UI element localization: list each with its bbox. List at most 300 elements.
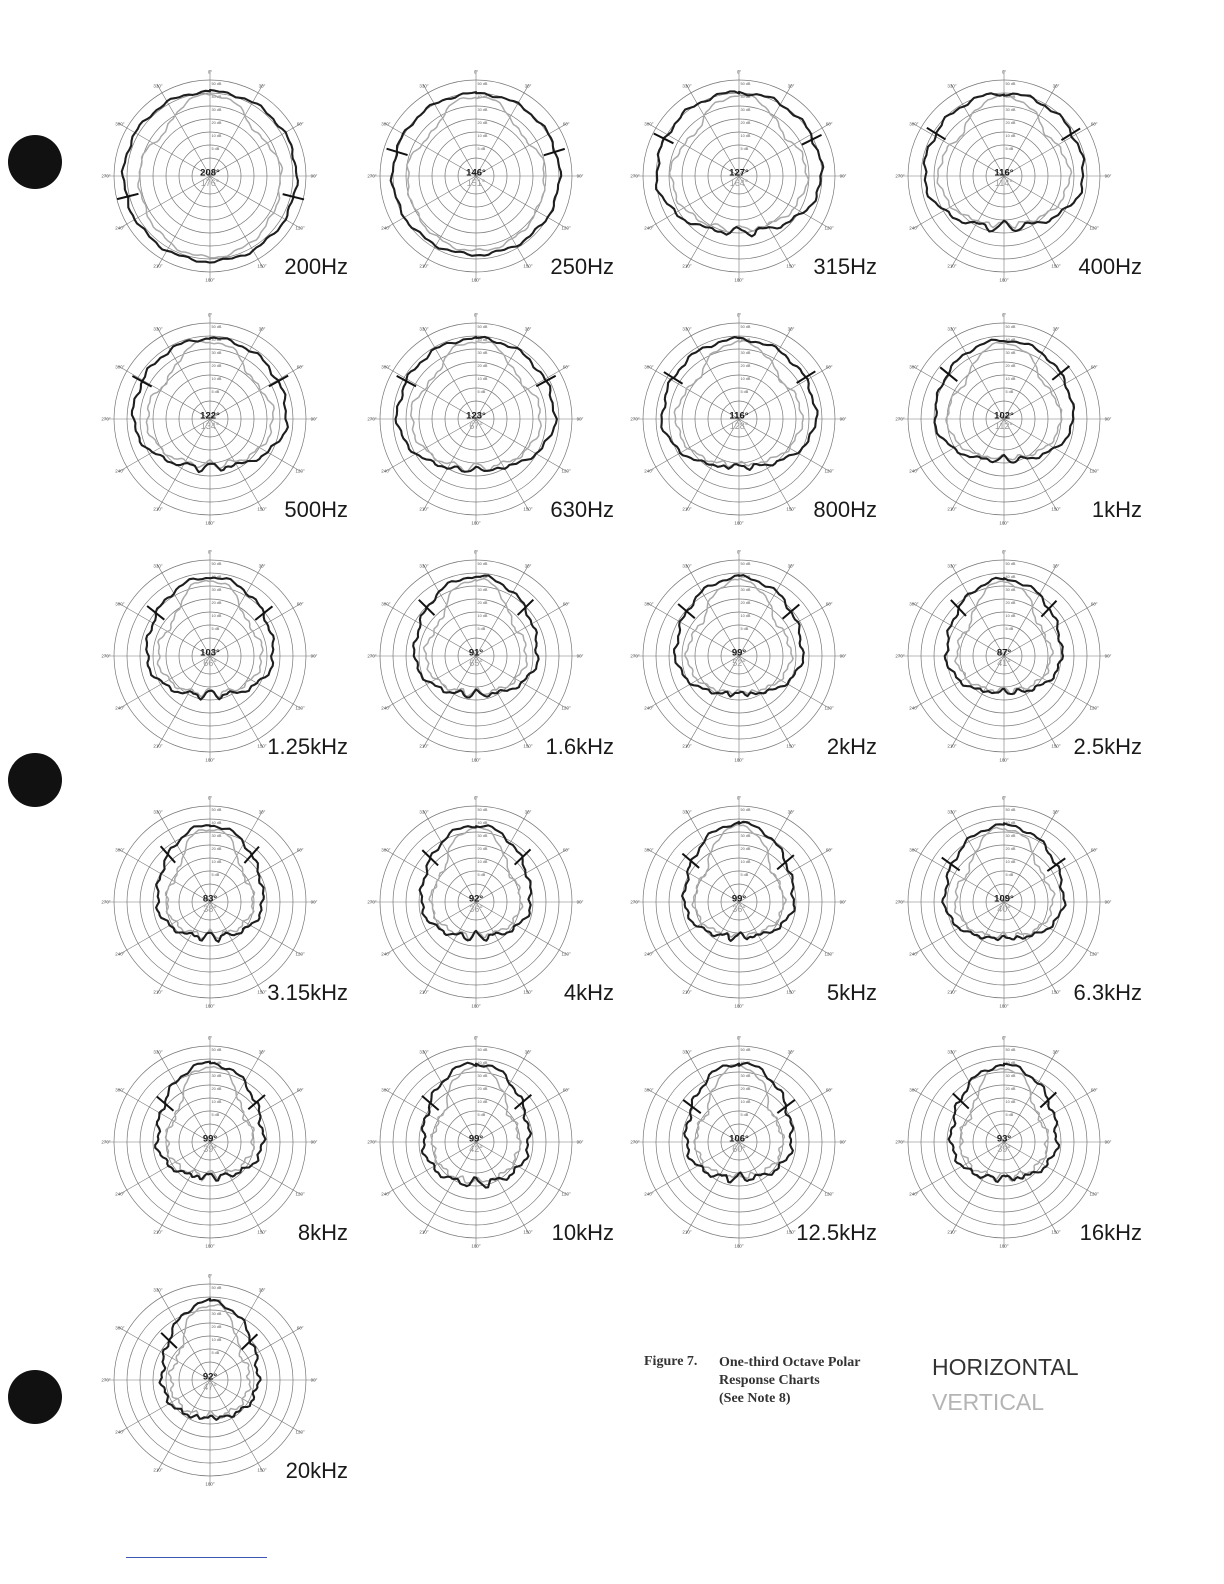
angle-tick-label: 180° <box>205 1243 215 1249</box>
db-ring-label: 50 dB <box>740 562 751 566</box>
db-ring-label: 5 dB <box>1005 873 1014 877</box>
angle-tick-label: 30° <box>258 1287 266 1293</box>
angle-tick-label: 330° <box>153 83 163 89</box>
horizontal-beamwidth-label: 99° <box>731 893 747 905</box>
db-ring-label: 40 dB <box>740 338 751 342</box>
db-ring-label: 40 dB <box>1005 95 1016 99</box>
db-ring-label: 20 dB <box>211 601 222 605</box>
binder-hole <box>8 1370 62 1424</box>
angle-tick-label: 150° <box>1051 506 1061 512</box>
angle-tick-label: 270° <box>895 416 905 422</box>
vertical-beamwidth-label: 60° <box>732 1144 746 1154</box>
angle-tick-label: 90° <box>310 416 318 422</box>
db-ring-label: 40 dB <box>477 95 488 99</box>
frequency-label: 200Hz <box>284 254 348 279</box>
angle-tick-label: 210° <box>419 263 429 269</box>
horizontal-beamwidth-label: 93° <box>996 1133 1012 1145</box>
angle-tick-label: 300° <box>644 601 654 607</box>
angle-tick-label: 240° <box>381 225 391 231</box>
db-ring-label: 50 dB <box>477 1048 488 1052</box>
angle-tick-label: 180° <box>734 1243 744 1249</box>
angle-tick-label: 240° <box>644 705 654 711</box>
angle-tick-label: 270° <box>630 653 640 659</box>
vertical-beamwidth-label: 41° <box>997 658 1011 668</box>
vertical-beamwidth-label: 176° <box>200 178 220 188</box>
db-ring-label: 10 dB <box>1005 860 1016 864</box>
angle-tick-label: 0° <box>736 1035 742 1041</box>
angle-tick-label: 330° <box>947 563 957 569</box>
vertical-beamwidth-label: 151° <box>466 178 486 188</box>
db-ring-label: 40 dB <box>1005 821 1016 825</box>
angle-tick-label: 300° <box>644 847 654 853</box>
vertical-beamwidth-label: 112° <box>995 421 1013 431</box>
horizontal-beamwidth-label: 146° <box>466 167 486 179</box>
angle-tick-label: 30° <box>524 83 532 89</box>
angle-tick-label: 0° <box>207 795 213 801</box>
angle-tick-label: 90° <box>1104 899 1112 905</box>
angle-tick-label: 330° <box>682 563 692 569</box>
angle-tick-label: 0° <box>1001 69 1007 75</box>
angle-tick-label: 180° <box>205 1003 215 1009</box>
angle-tick-label: 180° <box>471 520 481 526</box>
angle-tick-label: 300° <box>115 601 125 607</box>
db-ring-label: 5 dB <box>211 1351 220 1355</box>
figure-title-line: Response Charts <box>719 1373 820 1388</box>
db-ring-label: 10 dB <box>477 377 488 381</box>
angle-tick-label: 300° <box>381 121 391 127</box>
beamwidth-marker <box>132 376 151 387</box>
angle-tick-label: 30° <box>787 809 795 815</box>
angle-tick-label: 330° <box>153 809 163 815</box>
angle-tick-label: 180° <box>471 757 481 763</box>
angle-tick-label: 60° <box>562 601 570 607</box>
angle-tick-label: 60° <box>562 364 570 370</box>
angle-tick-label: 90° <box>310 173 318 179</box>
db-ring-label: 40 dB <box>477 338 488 342</box>
angle-tick-label: 60° <box>296 1325 304 1331</box>
angle-tick-label: 150° <box>786 263 796 269</box>
db-ring-label: 10 dB <box>1005 377 1016 381</box>
angle-tick-label: 0° <box>736 549 742 555</box>
angle-tick-label: 120° <box>295 225 305 231</box>
db-ring-label: 20 dB <box>211 1325 222 1329</box>
vertical-beamwidth-label: 52° <box>732 658 746 668</box>
angle-tick-label: 240° <box>644 951 654 957</box>
db-ring-label: 40 dB <box>1005 575 1016 579</box>
angle-tick-label: 330° <box>153 563 163 569</box>
db-ring-label: 20 dB <box>477 1087 488 1091</box>
db-ring-label: 30 dB <box>1005 351 1016 355</box>
angle-tick-label: 90° <box>576 416 584 422</box>
angle-tick-label: 90° <box>576 899 584 905</box>
db-ring-label: 50 dB <box>211 562 222 566</box>
angle-tick-label: 180° <box>734 520 744 526</box>
angle-tick-label: 270° <box>101 1139 111 1145</box>
angle-tick-label: 300° <box>644 1087 654 1093</box>
db-ring-label: 40 dB <box>211 338 222 342</box>
db-ring-label: 10 dB <box>1005 614 1016 618</box>
angle-tick-label: 120° <box>561 225 571 231</box>
angle-tick-label: 120° <box>1089 951 1099 957</box>
angle-tick-label: 60° <box>825 601 833 607</box>
angle-tick-label: 30° <box>1052 563 1060 569</box>
angle-tick-label: 60° <box>1090 1087 1098 1093</box>
db-ring-label: 5 dB <box>740 1113 749 1117</box>
angle-tick-label: 120° <box>1089 225 1099 231</box>
angle-tick-label: 210° <box>419 743 429 749</box>
db-ring-label: 40 dB <box>211 1061 222 1065</box>
frequency-label: 8kHz <box>297 1220 348 1245</box>
db-ring-label: 30 dB <box>1005 1074 1016 1078</box>
frequency-label: 500Hz <box>284 497 348 522</box>
db-ring-label: 30 dB <box>211 1074 222 1078</box>
db-ring-label: 10 dB <box>740 860 751 864</box>
angle-tick-label: 30° <box>524 563 532 569</box>
vertical-beamwidth-label: 38° <box>203 904 217 914</box>
angle-tick-label: 330° <box>419 563 429 569</box>
angle-tick-label: 30° <box>524 326 532 332</box>
db-ring-label: 20 dB <box>1005 121 1016 125</box>
db-ring-label: 30 dB <box>740 351 751 355</box>
angle-tick-label: 150° <box>257 1229 267 1235</box>
angle-tick-label: 300° <box>909 121 919 127</box>
db-ring-label: 20 dB <box>1005 601 1016 605</box>
db-ring-label: 30 dB <box>1005 834 1016 838</box>
vertical-beamwidth-label: 66° <box>203 658 217 668</box>
horizontal-beamwidth-label: 103° <box>200 647 220 659</box>
frequency-label: 800Hz <box>813 497 877 522</box>
angle-tick-label: 180° <box>999 520 1009 526</box>
vertical-beamwidth-label: 36° <box>732 904 746 914</box>
angle-tick-label: 330° <box>947 326 957 332</box>
db-ring-label: 5 dB <box>740 147 749 151</box>
angle-tick-label: 60° <box>1090 847 1098 853</box>
angle-tick-label: 330° <box>682 326 692 332</box>
angle-tick-label: 150° <box>257 506 267 512</box>
db-ring-label: 20 dB <box>477 601 488 605</box>
db-ring-label: 40 dB <box>477 821 488 825</box>
angle-tick-label: 30° <box>524 1049 532 1055</box>
db-ring-label: 20 dB <box>740 1087 751 1091</box>
angle-tick-label: 240° <box>115 1429 125 1435</box>
angle-tick-label: 270° <box>367 899 377 905</box>
horizontal-beamwidth-label: 127° <box>729 167 749 179</box>
angle-tick-label: 270° <box>367 653 377 659</box>
angle-tick-label: 270° <box>101 899 111 905</box>
db-ring-label: 10 dB <box>1005 1100 1016 1104</box>
binder-hole <box>8 753 62 807</box>
db-ring-label: 50 dB <box>1005 562 1016 566</box>
horizontal-beamwidth-label: 116° <box>994 167 1014 179</box>
db-ring-label: 20 dB <box>740 364 751 368</box>
vertical-beamwidth-label: 128° <box>729 421 749 431</box>
frequency-label: 4kHz <box>563 980 614 1005</box>
angle-tick-label: 0° <box>207 549 213 555</box>
angle-tick-label: 300° <box>381 601 391 607</box>
horizontal-beamwidth-label: 116° <box>729 410 749 422</box>
angle-tick-label: 330° <box>419 1049 429 1055</box>
angle-tick-label: 210° <box>947 263 957 269</box>
frequency-label: 630Hz <box>550 497 614 522</box>
angle-tick-label: 0° <box>473 1035 479 1041</box>
angle-tick-label: 270° <box>895 173 905 179</box>
db-ring-label: 50 dB <box>211 82 222 86</box>
db-ring-label: 20 dB <box>211 121 222 125</box>
db-ring-label: 20 dB <box>1005 1087 1016 1091</box>
vertical-beamwidth-label: 39° <box>203 1144 217 1154</box>
angle-tick-label: 150° <box>1051 1229 1061 1235</box>
angle-tick-label: 300° <box>115 847 125 853</box>
angle-tick-label: 240° <box>115 1191 125 1197</box>
db-ring-label: 40 dB <box>740 1061 751 1065</box>
db-ring-label: 5 dB <box>740 873 749 877</box>
angle-tick-label: 180° <box>205 277 215 283</box>
angle-tick-label: 60° <box>825 847 833 853</box>
angle-tick-label: 180° <box>471 1003 481 1009</box>
db-ring-label: 30 dB <box>211 1312 222 1316</box>
angle-tick-label: 90° <box>310 899 318 905</box>
angle-tick-label: 300° <box>381 1087 391 1093</box>
angle-tick-label: 180° <box>734 757 744 763</box>
angle-tick-label: 150° <box>257 743 267 749</box>
db-ring-label: 20 dB <box>1005 364 1016 368</box>
legend-horizontal: HORIZONTAL <box>932 1354 1079 1380</box>
vertical-beamwidth-label: 134° <box>200 421 220 431</box>
angle-tick-label: 240° <box>115 468 125 474</box>
angle-tick-label: 30° <box>787 83 795 89</box>
angle-tick-label: 30° <box>258 563 266 569</box>
angle-tick-label: 240° <box>381 951 391 957</box>
angle-tick-label: 210° <box>153 263 163 269</box>
horizontal-beamwidth-label: 122° <box>200 410 220 422</box>
angle-tick-label: 120° <box>824 468 834 474</box>
db-ring-label: 30 dB <box>211 108 222 112</box>
figure-note: (See Note 8) <box>719 1391 791 1406</box>
angle-tick-label: 150° <box>786 989 796 995</box>
angle-tick-label: 210° <box>419 1229 429 1235</box>
db-ring-label: 50 dB <box>740 82 751 86</box>
beamwidth-marker <box>1047 858 1065 871</box>
angle-tick-label: 240° <box>381 468 391 474</box>
angle-tick-label: 60° <box>296 847 304 853</box>
db-ring-label: 5 dB <box>211 627 220 631</box>
db-ring-label: 10 dB <box>740 614 751 618</box>
angle-tick-label: 240° <box>644 1191 654 1197</box>
db-ring-label: 50 dB <box>477 325 488 329</box>
horizontal-beamwidth-label: 91° <box>468 647 484 659</box>
db-ring-label: 20 dB <box>1005 847 1016 851</box>
angle-tick-label: 60° <box>296 121 304 127</box>
db-ring-label: 40 dB <box>1005 338 1016 342</box>
db-ring-label: 10 dB <box>1005 134 1016 138</box>
angle-tick-label: 60° <box>1090 601 1098 607</box>
db-ring-label: 5 dB <box>740 627 749 631</box>
angle-tick-label: 300° <box>115 121 125 127</box>
angle-tick-label: 120° <box>561 705 571 711</box>
db-ring-label: 20 dB <box>740 847 751 851</box>
db-ring-label: 50 dB <box>1005 325 1016 329</box>
db-ring-label: 50 dB <box>211 1286 222 1290</box>
angle-tick-label: 90° <box>839 1139 847 1145</box>
angle-tick-label: 30° <box>787 1049 795 1055</box>
angle-tick-label: 180° <box>205 757 215 763</box>
angle-tick-label: 270° <box>630 416 640 422</box>
db-ring-label: 50 dB <box>477 808 488 812</box>
db-ring-label: 50 dB <box>1005 1048 1016 1052</box>
angle-tick-label: 60° <box>562 847 570 853</box>
angle-tick-label: 0° <box>207 1273 213 1279</box>
angle-tick-label: 60° <box>296 1087 304 1093</box>
horizontal-beamwidth-label: 99° <box>202 1133 218 1145</box>
angle-tick-label: 60° <box>1090 121 1098 127</box>
angle-tick-label: 180° <box>734 1003 744 1009</box>
db-ring-label: 50 dB <box>740 808 751 812</box>
db-ring-label: 20 dB <box>211 847 222 851</box>
angle-tick-label: 150° <box>257 263 267 269</box>
angle-tick-label: 270° <box>367 173 377 179</box>
angle-tick-label: 0° <box>1001 312 1007 318</box>
angle-tick-label: 90° <box>839 416 847 422</box>
angle-tick-label: 30° <box>258 326 266 332</box>
angle-tick-label: 150° <box>523 989 533 995</box>
db-ring-label: 10 dB <box>477 614 488 618</box>
angle-tick-label: 0° <box>736 795 742 801</box>
db-ring-label: 10 dB <box>211 377 222 381</box>
angle-tick-label: 120° <box>824 1191 834 1197</box>
angle-tick-label: 300° <box>909 364 919 370</box>
angle-tick-label: 330° <box>153 326 163 332</box>
angle-tick-label: 30° <box>524 809 532 815</box>
db-ring-label: 20 dB <box>477 364 488 368</box>
binder-hole <box>8 135 62 189</box>
angle-tick-label: 210° <box>947 506 957 512</box>
db-ring-label: 30 dB <box>211 834 222 838</box>
angle-tick-label: 150° <box>523 263 533 269</box>
db-ring-label: 10 dB <box>477 134 488 138</box>
angle-tick-label: 120° <box>561 1191 571 1197</box>
db-ring-label: 10 dB <box>211 134 222 138</box>
angle-tick-label: 0° <box>207 69 213 75</box>
db-ring-label: 10 dB <box>477 1100 488 1104</box>
angle-tick-label: 90° <box>576 1139 584 1145</box>
db-ring-label: 10 dB <box>211 860 222 864</box>
angle-tick-label: 270° <box>895 899 905 905</box>
angle-tick-label: 90° <box>1104 653 1112 659</box>
angle-tick-label: 240° <box>115 705 125 711</box>
horizontal-beamwidth-label: 102° <box>994 410 1014 422</box>
angle-tick-label: 210° <box>153 506 163 512</box>
db-ring-label: 50 dB <box>477 82 488 86</box>
angle-tick-label: 180° <box>999 1003 1009 1009</box>
angle-tick-label: 210° <box>682 1229 692 1235</box>
angle-tick-label: 180° <box>999 277 1009 283</box>
angle-tick-label: 90° <box>576 653 584 659</box>
angle-tick-label: 150° <box>1051 743 1061 749</box>
angle-tick-label: 90° <box>1104 173 1112 179</box>
angle-tick-label: 330° <box>419 83 429 89</box>
angle-tick-label: 210° <box>947 1229 957 1235</box>
angle-tick-label: 30° <box>1052 83 1060 89</box>
db-ring-label: 50 dB <box>211 1048 222 1052</box>
db-ring-label: 50 dB <box>740 325 751 329</box>
angle-tick-label: 60° <box>825 121 833 127</box>
db-ring-label: 30 dB <box>740 588 751 592</box>
horizontal-beamwidth-label: 99° <box>468 1133 484 1145</box>
angle-tick-label: 270° <box>895 653 905 659</box>
db-ring-label: 20 dB <box>477 847 488 851</box>
db-ring-label: 30 dB <box>1005 588 1016 592</box>
angle-tick-label: 150° <box>786 1229 796 1235</box>
angle-tick-label: 60° <box>825 364 833 370</box>
horizontal-beamwidth-label: 87° <box>996 647 1012 659</box>
db-ring-label: 30 dB <box>740 834 751 838</box>
angle-tick-label: 330° <box>153 1049 163 1055</box>
angle-tick-label: 120° <box>1089 468 1099 474</box>
vertical-beamwidth-label: 47° <box>203 1382 217 1392</box>
angle-tick-label: 30° <box>1052 1049 1060 1055</box>
angle-tick-label: 0° <box>473 312 479 318</box>
frequency-label: 250Hz <box>550 254 614 279</box>
angle-tick-label: 210° <box>153 989 163 995</box>
angle-tick-label: 210° <box>682 989 692 995</box>
angle-tick-label: 210° <box>153 1467 163 1473</box>
db-ring-label: 5 dB <box>211 873 220 877</box>
angle-tick-label: 240° <box>909 1191 919 1197</box>
angle-tick-label: 0° <box>473 69 479 75</box>
angle-tick-label: 210° <box>947 989 957 995</box>
angle-tick-label: 300° <box>115 1087 125 1093</box>
db-ring-label: 10 dB <box>740 377 751 381</box>
angle-tick-label: 270° <box>101 416 111 422</box>
angle-tick-label: 90° <box>310 1139 318 1145</box>
db-ring-label: 50 dB <box>1005 82 1016 86</box>
angle-tick-label: 240° <box>909 468 919 474</box>
angle-tick-label: 120° <box>561 951 571 957</box>
angle-tick-label: 300° <box>381 847 391 853</box>
frequency-label: 1.6kHz <box>545 734 614 759</box>
angle-tick-label: 120° <box>295 1191 305 1197</box>
angle-tick-label: 240° <box>909 705 919 711</box>
angle-tick-label: 60° <box>562 121 570 127</box>
horizontal-beamwidth-label: 123° <box>466 410 486 422</box>
db-ring-label: 5 dB <box>740 390 749 394</box>
frequency-label: 1.25kHz <box>267 734 348 759</box>
db-ring-label: 50 dB <box>211 325 222 329</box>
angle-tick-label: 120° <box>824 705 834 711</box>
angle-tick-label: 90° <box>1104 1139 1112 1145</box>
angle-tick-label: 150° <box>523 506 533 512</box>
angle-tick-label: 0° <box>473 549 479 555</box>
horizontal-beamwidth-label: 109° <box>994 893 1014 905</box>
angle-tick-label: 0° <box>1001 1035 1007 1041</box>
vertical-beamwidth-label: 40° <box>997 904 1011 914</box>
horizontal-beamwidth-label: 92° <box>468 893 484 905</box>
angle-tick-label: 270° <box>101 1377 111 1383</box>
db-ring-label: 5 dB <box>1005 147 1014 151</box>
frequency-label: 16kHz <box>1079 1220 1142 1245</box>
legend-vertical: VERTICAL <box>932 1389 1045 1415</box>
angle-tick-label: 270° <box>101 653 111 659</box>
angle-tick-label: 60° <box>296 601 304 607</box>
frequency-label: 10kHz <box>551 1220 614 1245</box>
frequency-label: 20kHz <box>285 1458 348 1483</box>
angle-tick-label: 60° <box>562 1087 570 1093</box>
angle-tick-label: 60° <box>1090 364 1098 370</box>
angle-tick-label: 60° <box>296 364 304 370</box>
frequency-label: 315Hz <box>813 254 877 279</box>
db-ring-label: 20 dB <box>211 1087 222 1091</box>
angle-tick-label: 150° <box>257 1467 267 1473</box>
